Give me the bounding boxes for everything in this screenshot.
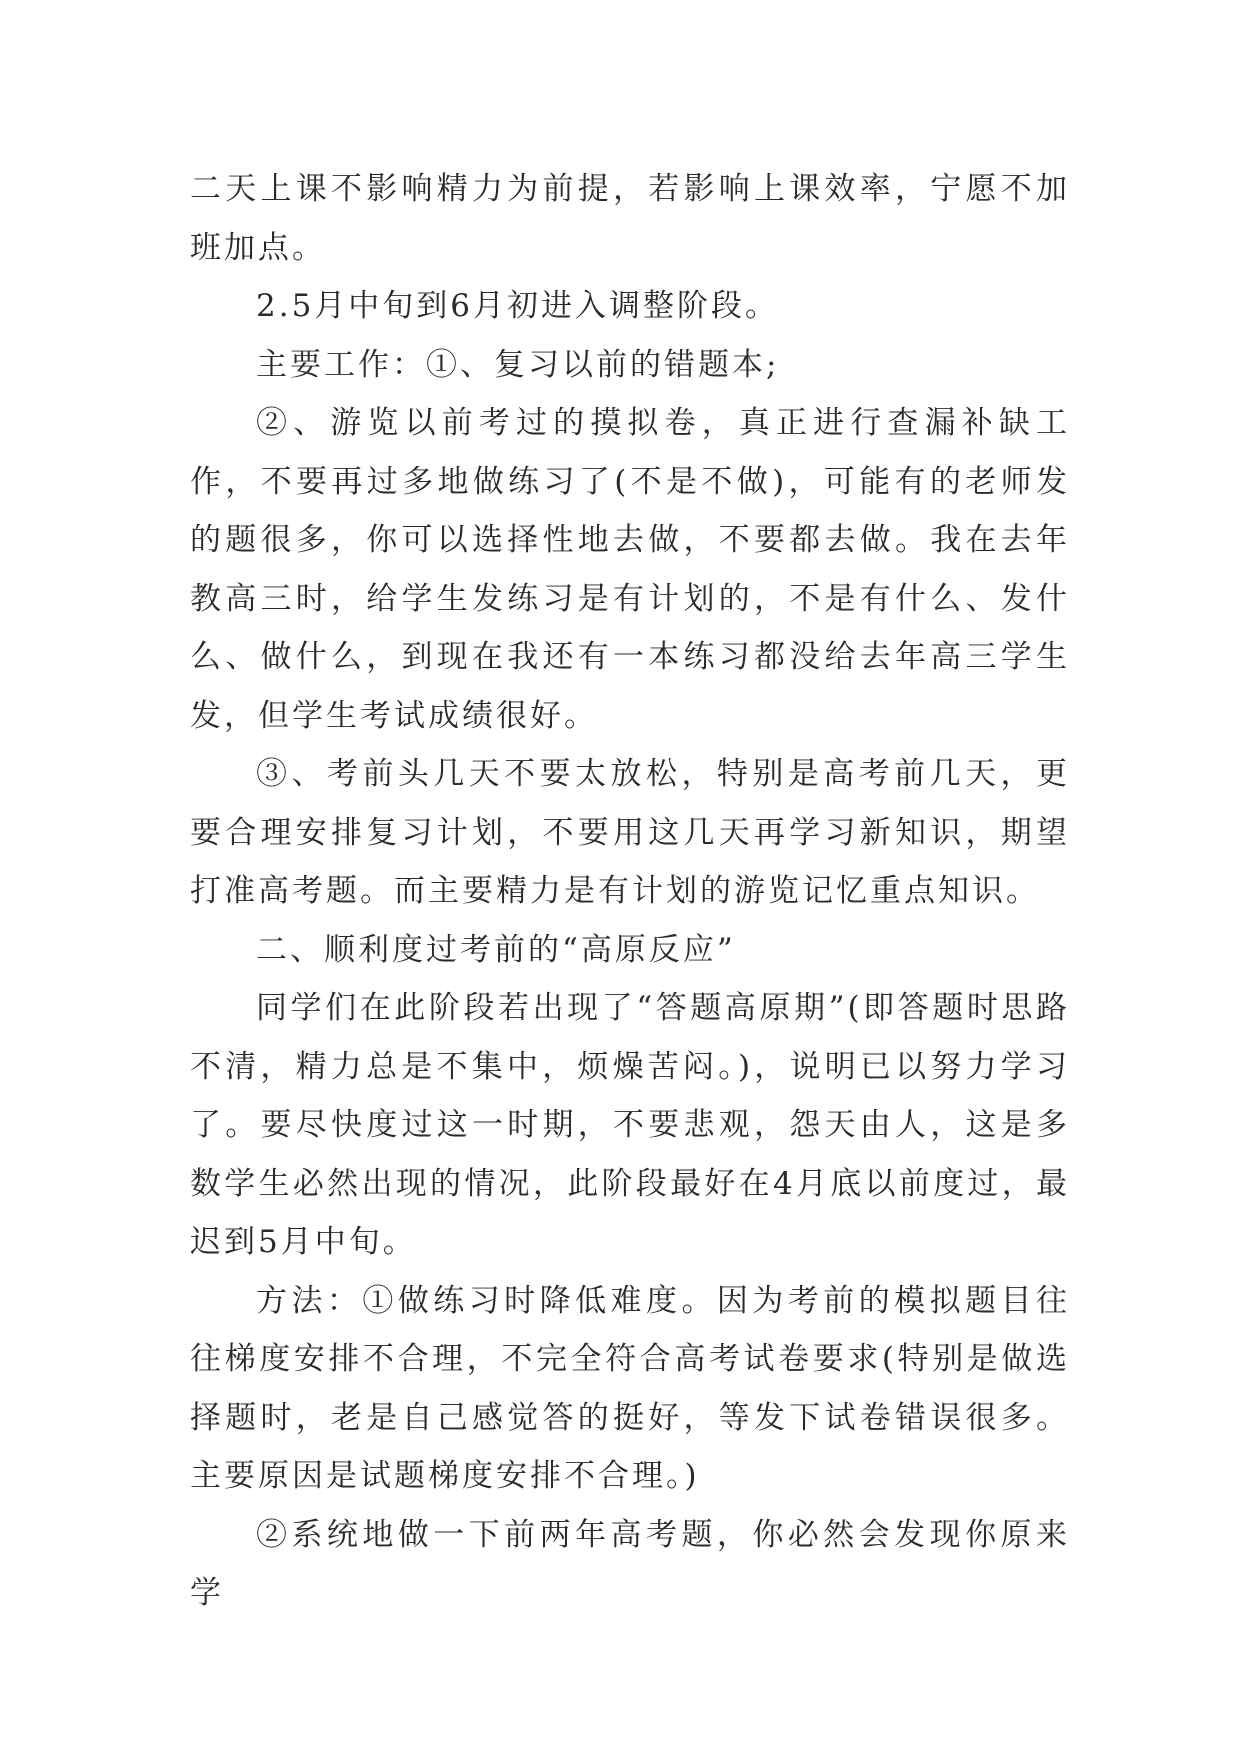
- paragraph-main-work: 主要工作：①、复习以前的错题本;: [256, 346, 780, 383]
- paragraph-item-2: ②、游览以前考过的摸拟卷，真正进行查漏补缺工作，不要再过多地做练习了(不是不做)，可能有的老师发的题很多，你可以选择性地去做，不要都去做。我在去年教高三时，给学生发练习是有计划的，不是有什么、发什么、做什么，到现在我还有一本练习都没给去年高三学生发，但学生考试成绩很好。: [190, 405, 1070, 734]
- paragraph-method-2: ②系统地做一下前两年高考题，你必然会发现你原来学: [190, 1516, 1070, 1611]
- paragraph-method-1: 方法：①做练习时降低难度。因为考前的模拟题目往往梯度安排不合理，不完全符合高考试卷要求(特别是做选择题时，老是自己感觉答的挺好，等发下试卷错误很多。主要原因是试题梯度安排不合理。): [190, 1282, 1070, 1494]
- paragraph-item-3: ③、考前头几天不要太放松，特别是高考前几天，更要合理安排复习计划，不要用这几天再学习新知识，期望打准高考题。而主要精力是有计划的游览记忆重点知识。: [190, 756, 1070, 909]
- paragraph-plateau-description: 同学们在此阶段若出现了“答题高原期”(即答题时思路不清，精力总是不集中，烦燥苦闷。)，说明已以努力学习了。要尽快度过这一时期，不要悲观，怨天由人，这是多数学生必然出现的情况，此阶段最好在4月底以前度过，最迟到5月中旬。: [190, 990, 1070, 1260]
- paragraph-stage-two: 2.5月中旬到6月初进入调整阶段。: [256, 288, 780, 324]
- section-heading-plateau: 二、顺利度过考前的“高原反应”: [256, 931, 736, 968]
- paragraph-continuation: 二天上课不影响精力为前提，若影响上课效率，宁愿不加班加点。: [190, 171, 1070, 266]
- document-page: [190, 160, 1070, 1623]
